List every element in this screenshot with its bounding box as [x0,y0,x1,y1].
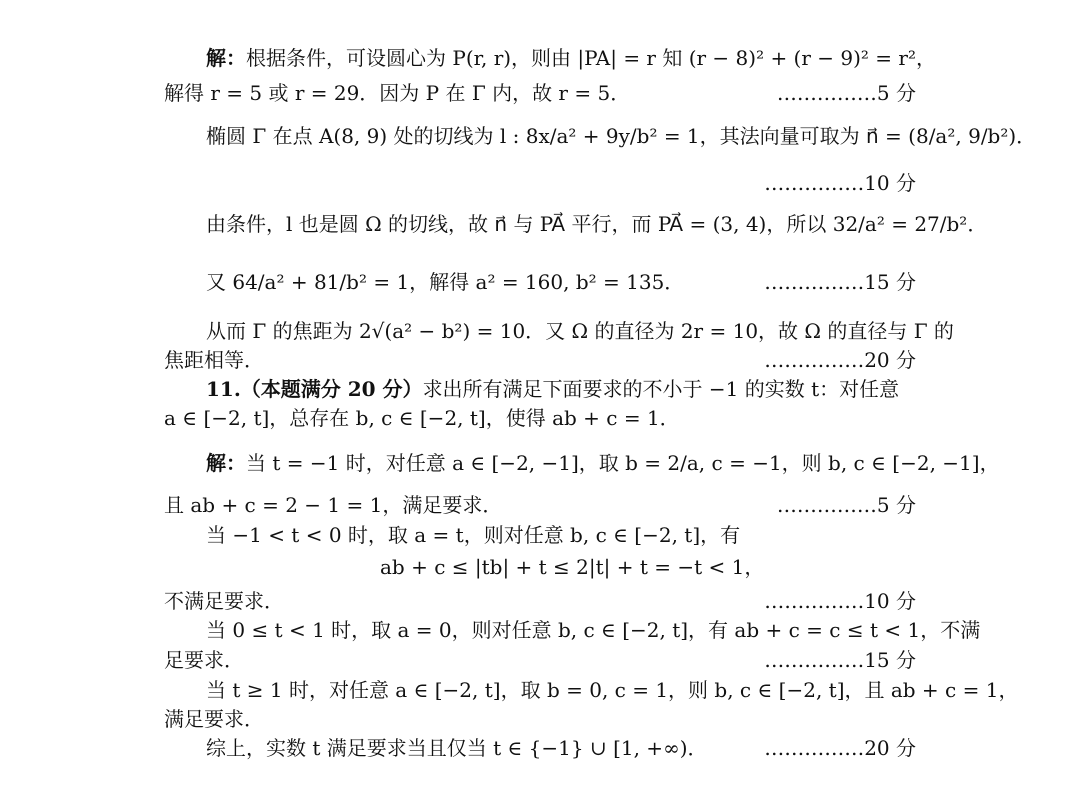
line-text: 当 t ≥ 1 时，对任意 a ∈ [−2, t]，取 b = 0, c = 1，则 b, c ∈ [−2, t]，且 ab + c = 1， [206,678,1019,702]
centered-formula: ab + c ≤ |tb| + t ≤ 2|t| + t = −t < 1， [380,555,765,579]
line-text: 求出所有满足下面要求的不小于 −1 的实数 t：对任意 [422,377,900,401]
line-text: 解得 r = 5 或 r = 29．因为 P 在 Γ 内，故 r = 5． [164,81,631,105]
line-text: a ∈ [−2, t]，总存在 b, c ∈ [−2, t]，使得 ab + c = 1． [164,406,680,430]
score-marker: ……………15 分 [764,648,916,672]
score-marker: ……………20 分 [764,348,916,372]
score-marker: ……………15 分 [764,270,916,294]
problem-label: 11.（本题满分 20 分） [206,377,423,401]
line-text: 椭圆 Γ 在点 A(8, 9) 处的切线为 l : 8x/a² + 9y/b² = 1，其法向量可取为 n⃗ = (8/a², 9/b²)． [206,124,1037,148]
line-text: 由条件，l 也是圆 Ω 的切线，故 n⃗ 与 PA⃗ 平行，而 PA⃗ = (3, 4)，所以 32/a² = 27/b²． [206,212,988,236]
line-text: 根据条件，可设圆心为 P(r, r)，则由 |PA| = r 知 (r − 8)² + (r − 9)² = r²， [246,46,936,70]
score-marker: ……………20 分 [764,736,916,760]
line-text: 又 64/a² + 81/b² = 1，解得 a² = 160, b² = 135． [206,270,685,294]
line-text: 从而 Γ 的焦距为 2√(a² − b²) = 10．又 Ω 的直径为 2r = 10，故 Ω 的直径与 Γ 的 [206,319,954,343]
solution-label: 解： [206,46,246,70]
solution-label: 解： [206,451,246,475]
line-text: 当 −1 < t < 0 时，取 a = t，则对任意 b, c ∈ [−2, t]，有 [206,523,741,547]
line-text: 焦距相等． [164,348,264,372]
line-text: 且 ab + c = 2 − 1 = 1，满足要求． [164,493,503,517]
line-text: 不满足要求． [164,589,284,613]
line-text: 满足要求． [164,707,264,731]
line-text: 综上，实数 t 满足要求当且仅当 t ∈ {−1} ∪ [1, +∞)． [206,736,708,760]
score-marker: ……………5 分 [776,81,916,105]
line-text: 当 t = −1 时，对任意 a ∈ [−2, −1]，取 b = 2/a, c = −1，则 b, c ∈ [−2, −1]， [246,451,1000,475]
score-marker: ……………5 分 [776,493,916,517]
line-text: 足要求． [164,648,244,672]
score-marker: ……………10 分 [764,589,916,613]
score-marker: ……………10 分 [764,171,916,195]
line-text: 当 0 ≤ t < 1 时，取 a = 0，则对任意 b, c ∈ [−2, t]，有 ab + c = c ≤ t < 1，不满 [206,618,981,642]
